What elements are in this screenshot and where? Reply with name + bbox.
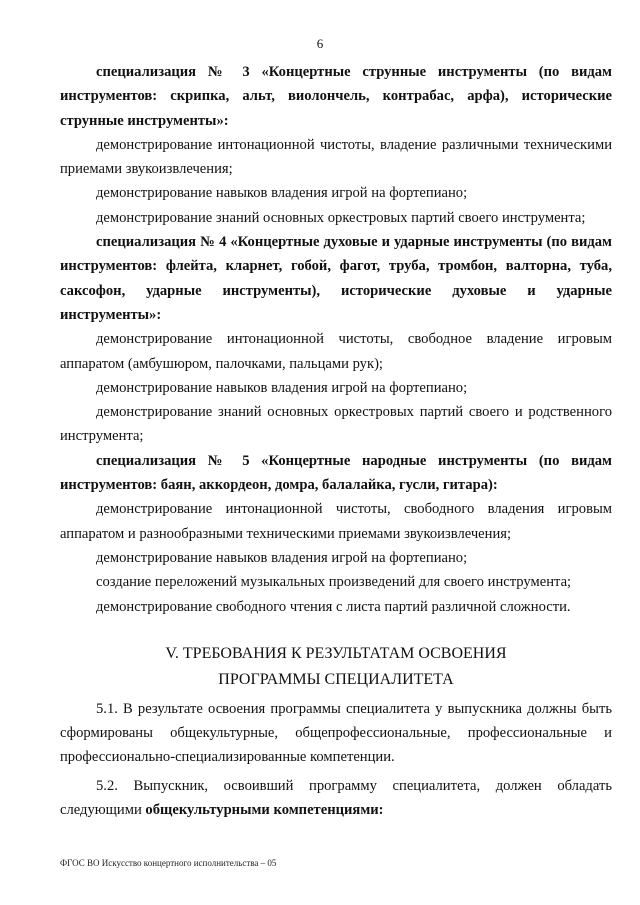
spec5-item-1: демонстрирование интонационной чистоты, свободного владения игровым аппаратом и разнообразными техническими приемами звукоизвлечения; bbox=[60, 501, 612, 542]
spec5-item-4: демонстрирование свободного чтения с листа партий различной сложности. bbox=[96, 598, 571, 615]
paragraph-5-2-bold: общекультурными компетенциями: bbox=[145, 802, 384, 819]
section-heading-line1: V. ТРЕБОВАНИЯ К РЕЗУЛЬТАТАМ ОСВОЕНИЯ bbox=[165, 644, 507, 662]
spec4-item-1: демонстрирование интонационной чистоты, свободное владение игровым аппаратом (амбушюром, палочками, пальцами рук); bbox=[60, 331, 612, 372]
paragraph-5-1: 5.1. В результате освоения программы специалитета у выпускника должны быть сформированы общекультурные, общепрофессиональные, профессиональные и профессионально-специализированные компетенции. bbox=[60, 700, 612, 766]
section-heading-line2: ПРОГРАММЫ СПЕЦИАЛИТЕТА bbox=[218, 670, 454, 688]
spec4-item-2: демонстрирование навыков владения игрой на фортепиано; bbox=[96, 379, 468, 396]
spec3-title: специализация № 3 «Концертные струнные инструменты (по видам инструментов: скрипка, альт, виолончель, контрабас, арфа), исторические струнные инструменты»: bbox=[60, 64, 612, 129]
paragraph-5-2-text: 5.2. Выпускник, освоивший программу специалитета, должен обладать следующими bbox=[60, 777, 612, 819]
spec5-item-2: демонстрирование навыков владения игрой на фортепиано; bbox=[96, 549, 468, 566]
spec5-item-3: создание переложений музыкальных произведений для своего инструмента; bbox=[96, 574, 572, 591]
spec4-item-3: демонстрирование знаний основных оркестровых партий своего и родственного инструмента; bbox=[60, 404, 612, 445]
spec4-title: специализация № 4 «Концертные духовые и ударные инструменты (по видам инструментов: флейта, кларнет, гобой, фагот, труба, тромбон, валторна, туба, саксофон, ударные инструменты), исторические духовые и ударные инструменты»: bbox=[60, 234, 612, 323]
spec3-item-3: демонстрирование знаний основных оркестровых партий своего инструмента; bbox=[96, 209, 586, 226]
document-body bbox=[60, 60, 612, 822]
spec3-item-1: демонстрирование интонационной чистоты, владение различными техническими приемами звукоизвлечения; bbox=[60, 136, 612, 178]
spec5-title: специализация № 5 «Концертные народные инструменты (по видам инструментов: баян, аккордеон, домра, балалайка, гусли, гитара): bbox=[60, 452, 612, 494]
footer: ФГОС ВО Искусство концертного исполнительства – 05 bbox=[60, 858, 277, 868]
paragraph-5-2 bbox=[60, 774, 612, 823]
page-number: 6 bbox=[316, 36, 324, 51]
spec3-item-2: демонстрирование навыков владения игрой на фортепиано; bbox=[96, 185, 468, 202]
